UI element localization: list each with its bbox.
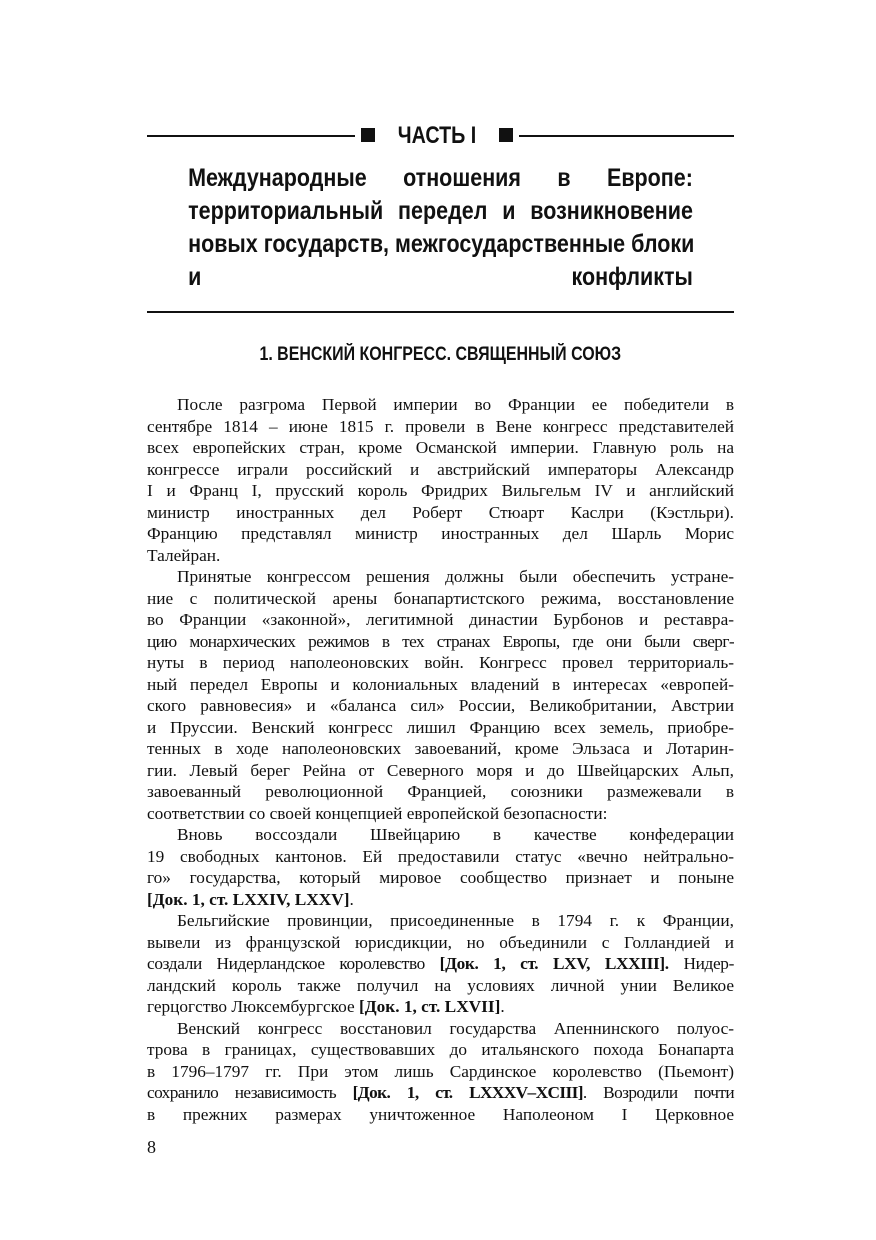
text-fragment: . (500, 997, 505, 1016)
paragraph (147, 566, 734, 824)
text-line: I и Франц I, прусский король Фридрих Вильгельм IV и английский (147, 481, 734, 500)
text-line: Талейран. (147, 545, 221, 565)
text-line: ландский король также получил на условиях личной унии Великое (147, 975, 734, 995)
text-fragment: сохранило независимость (147, 1083, 337, 1102)
chapter-title-line: территориальный передел и возникновение (188, 197, 693, 225)
text-line: нуты в период наполеоновских войн. Конгресс провел территориаль- (147, 653, 734, 672)
body-text (147, 394, 734, 1125)
text-line: трова в границах, существовавших до итальянского похода Бонапарта (147, 1040, 734, 1059)
text-fragment: . Возродили почти (582, 1083, 734, 1102)
text-line: Францию представлял министр иностранных дел Шарль Морис (147, 524, 734, 543)
text-line: и Пруссии. Венский конгресс лишил Францию всех земель, приобре- (147, 717, 734, 737)
square-bullet-icon (361, 128, 375, 142)
text-line: в 1796–1797 гг. При этом лишь Сардинское королевство (Пьемонт) (147, 1061, 734, 1081)
text-fragment: . (349, 889, 354, 909)
text-line: сентябре 1814 – июне 1815 г. провели в Вене конгресс представителей (147, 416, 734, 436)
text-line: Венский конгресс восстановил государства Апеннинского полуос- (177, 1018, 734, 1038)
document-reference: [Док. 1, ст. LXVII] (359, 997, 501, 1016)
text-line: конгрессе играли российский и австрийский императоры Александр (147, 459, 734, 479)
square-bullet-icon (499, 128, 513, 142)
text-line (147, 1082, 734, 1104)
section-title-text: 1. ВЕНСКИЙ КОНГРЕСС. СВЯЩЕННЫЙ СОЮЗ (259, 344, 622, 365)
text-fragment: Нидер- (683, 954, 734, 973)
text-line: ный передел Европы и колониальных владений в интересах «европей- (147, 674, 734, 694)
part-title: ЧАСТЬ I (397, 122, 477, 149)
text-line: го» государства, который мировое сообщество признает и поныне (147, 868, 734, 887)
text-line: завоеванный революционной Францией, союзники размежевали в (147, 782, 734, 801)
paragraph (147, 824, 734, 910)
page-number: 8 (147, 1137, 156, 1157)
document-reference: [Док. 1, ст. LXXIV, LXXV] (147, 889, 350, 909)
text-line: гии. Левый берег Рейна от Северного моря и до Швейцарских Альп, (147, 760, 734, 780)
paragraph (147, 910, 734, 1018)
text-line (147, 996, 734, 1018)
paragraph (147, 394, 734, 566)
document-reference: [Док. 1, ст. LXXXV–XCIII] (352, 1083, 583, 1102)
chapter-title (147, 162, 734, 294)
chapter-title-line: Международные отношения в Европе: (188, 164, 693, 192)
text-line: ского равновесия» и «баланса сил» России, Великобритании, Австрии (147, 696, 734, 715)
text-line: тенных в ходе наполеоновских завоеваний, кроме Эльзаса и Лотарин- (147, 739, 734, 758)
text-line: соответствии со своей концепцией европейской безопасности: (147, 803, 608, 823)
text-line: цию монархических режимов в тех странах Европы, где они были сверг- (147, 631, 734, 651)
part-header (147, 120, 734, 152)
text-line: вывели из французской юрисдикции, но объединили с Голландией и (147, 932, 734, 952)
text-fragment: герцогство Люксембургское (147, 997, 355, 1016)
chapter-title-line: новых государств, межгосударственные блоки (188, 230, 695, 258)
text-line: Бельгийские провинции, присоединенные в 1794 г. к Франции, (177, 911, 734, 930)
text-line (147, 889, 734, 911)
text-fragment: создали Нидерландское королевство (147, 954, 425, 973)
paragraph (147, 1018, 734, 1126)
document-reference: [Док. 1, ст. LXV, LXXIII]. (439, 954, 669, 973)
text-line: во Франции «законной», легитимной династии Бурбонов и реставра- (147, 610, 734, 629)
text-line (147, 953, 734, 975)
title-divider (147, 311, 734, 313)
text-line: министр иностранных дел Роберт Стюарт Каслри (Кэстльри). (147, 502, 734, 522)
chapter-title-line: и конфликты (188, 263, 693, 291)
section-title (147, 342, 734, 368)
text-line: 19 свободных кантонов. Ей предоставили статус «вечно нейтрально- (147, 846, 734, 866)
part-rule-right (519, 135, 734, 137)
text-line: всех европейских стран, кроме Османской империи. Главную роль на (147, 438, 734, 457)
text-line: Вновь воссоздали Швейцарию в качестве конфедерации (177, 825, 734, 844)
text-line: ние с политической арены бонапартистского режима, восстановление (147, 588, 734, 608)
text-line: Принятые конгрессом решения должны были обеспечить устране- (177, 567, 734, 586)
text-line: в прежних размерах уничтоженное Наполеоном I Церковное (147, 1104, 734, 1124)
part-rule-left (147, 135, 355, 137)
text-line: После разгрома Первой империи во Франции ее победители в (177, 395, 734, 414)
